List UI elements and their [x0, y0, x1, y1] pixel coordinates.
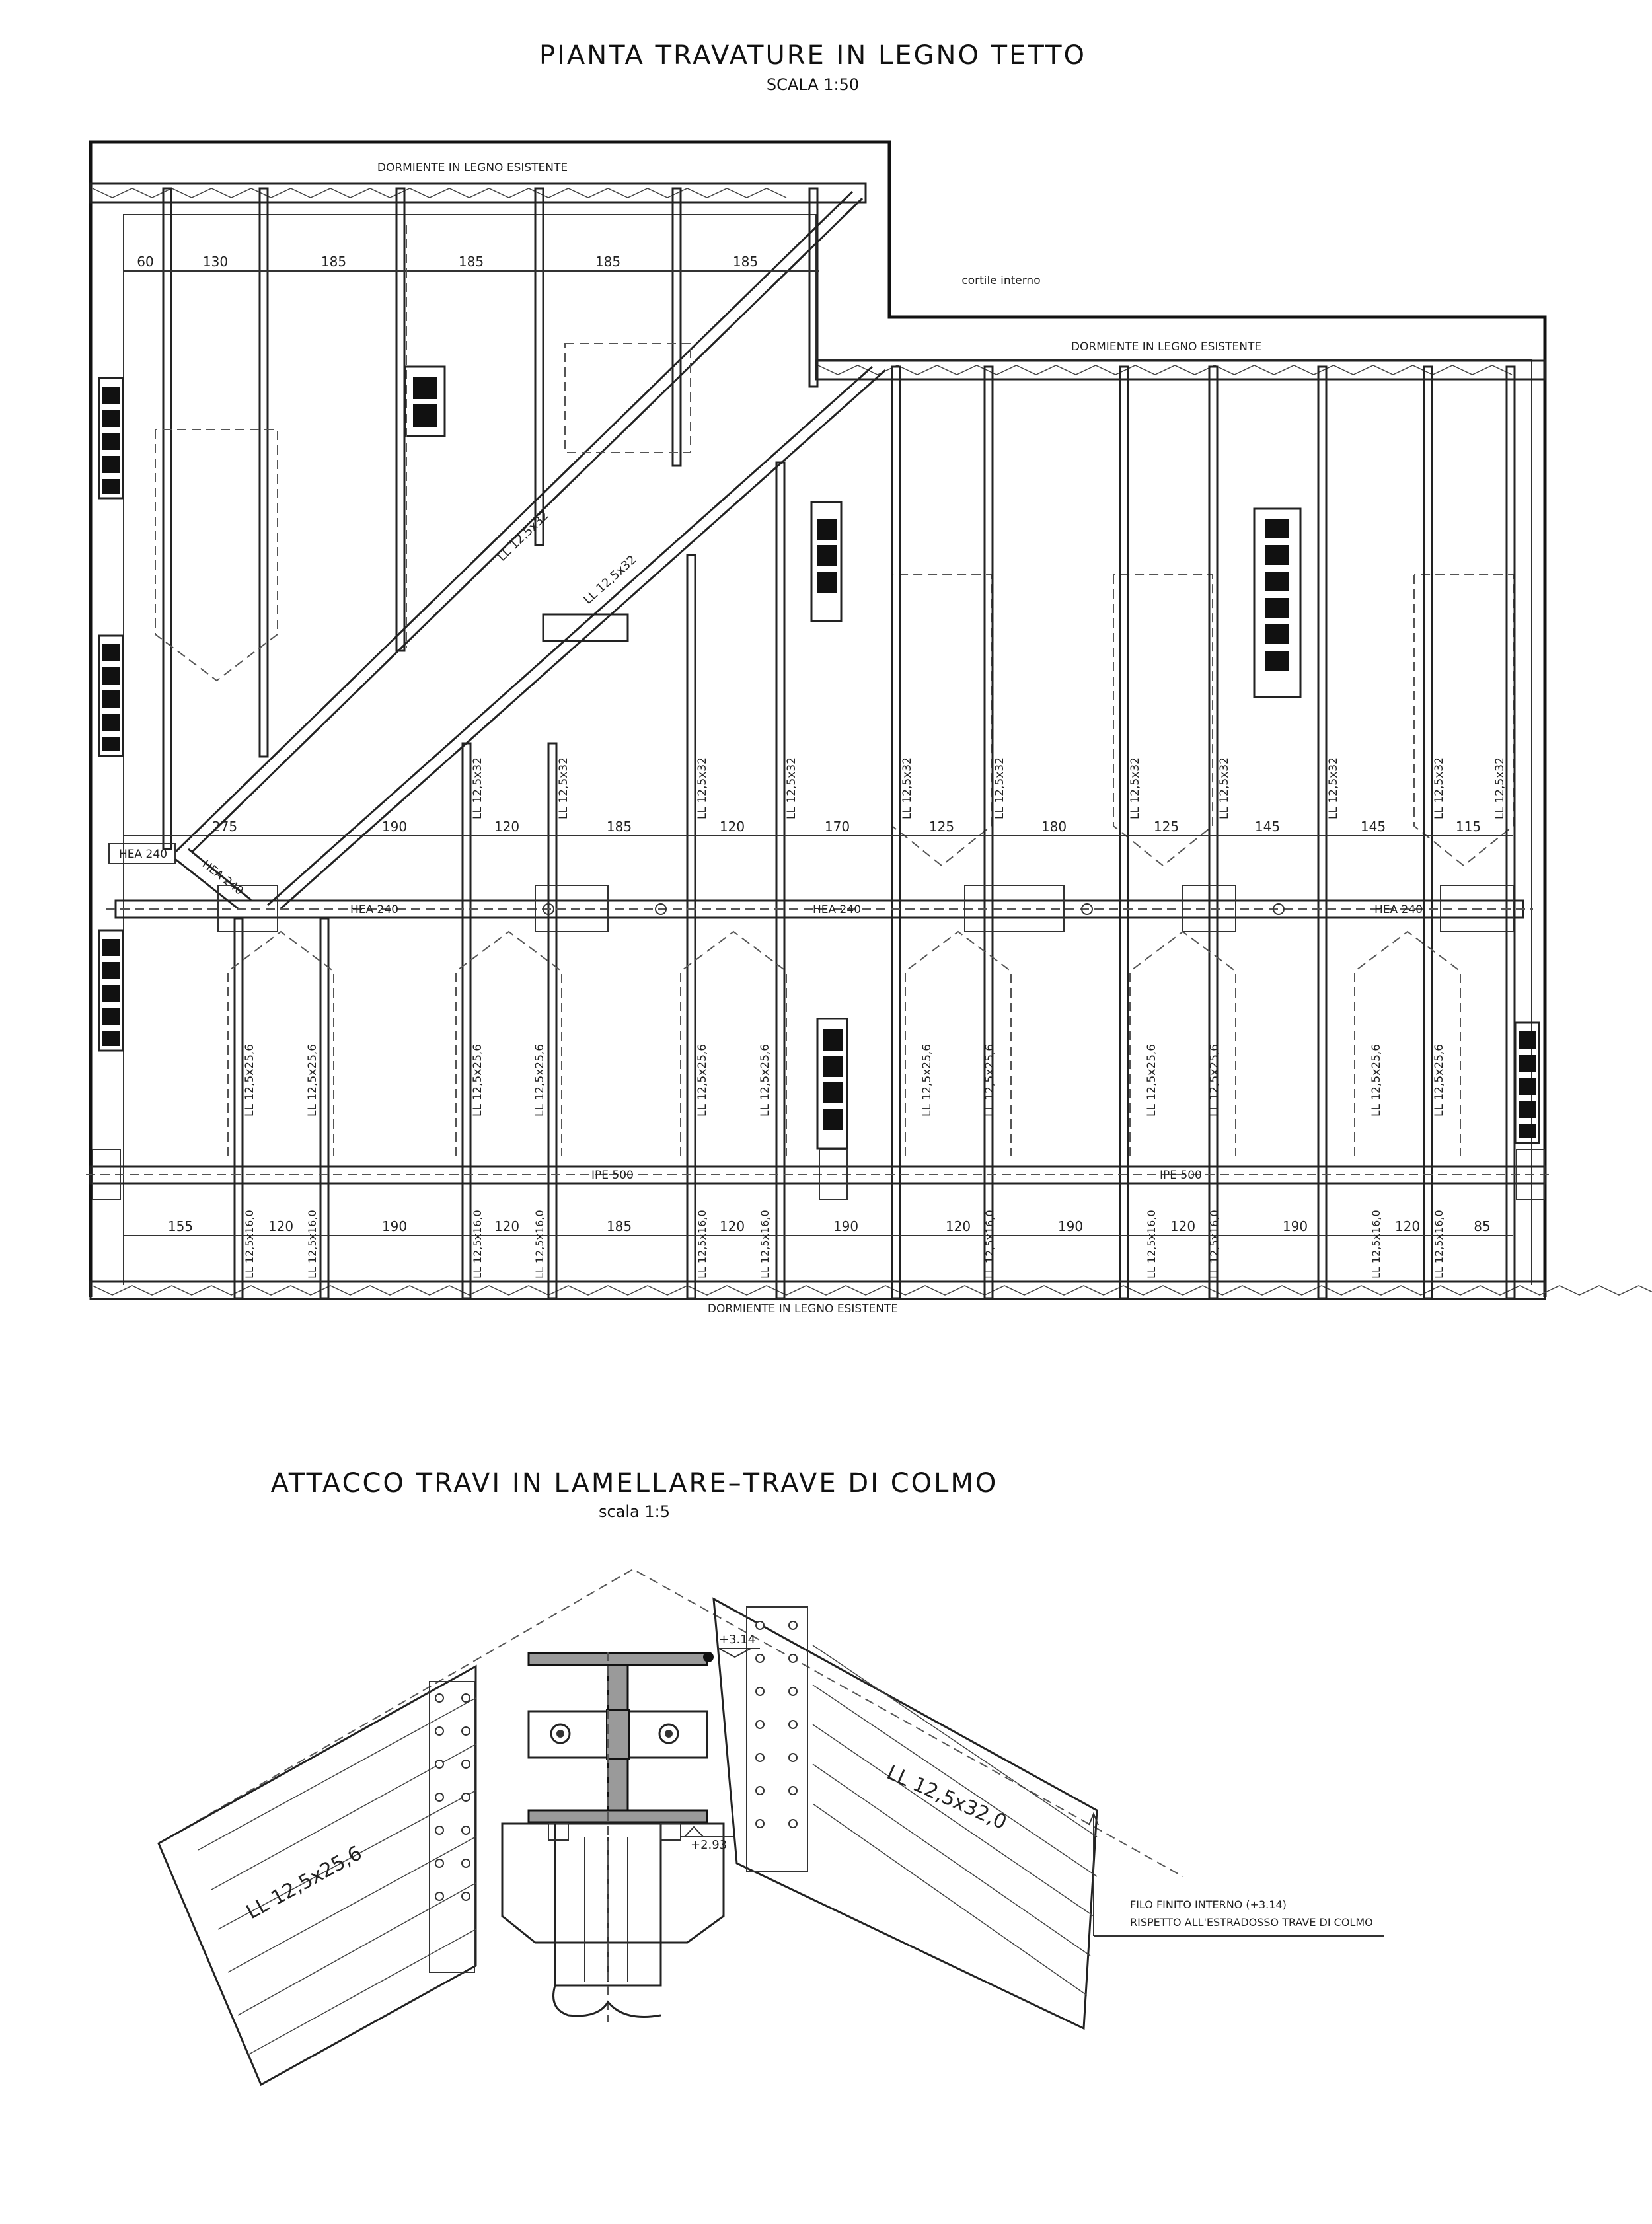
- beam-label-s5: LL 12,5x16,0: [696, 1210, 708, 1279]
- right-glulam-beam: [714, 1599, 1097, 2028]
- ipe-label-2: IPE 500: [1160, 1169, 1202, 1182]
- hea-label-2: HEA 240: [199, 858, 246, 898]
- ipe-label-1: IPE 500: [591, 1169, 634, 1182]
- note-line-2: RISPETTO ALL'ESTRADOSSO TRAVE DI COLMO: [1130, 1916, 1373, 1929]
- window-left-1: [99, 378, 123, 498]
- beam-label-u7: LL 12,5x32: [1129, 757, 1142, 819]
- skylight-c: [1254, 509, 1300, 697]
- right-beam-label: LL 12,5x32,0: [883, 1761, 1010, 1835]
- beam-label-u10: LL 12,5x32: [1433, 757, 1446, 819]
- mid-dim-3: 120: [494, 819, 520, 834]
- mid-dim-4: 185: [606, 819, 632, 834]
- bottom-dim-13: 85: [1474, 1218, 1491, 1234]
- beam-label-l2: LL 12,5x25,6: [306, 1043, 319, 1117]
- detail-scale: scala 1:5: [598, 1502, 671, 1521]
- courtyard-label: cortile interno: [961, 274, 1041, 287]
- top-dim-3: 185: [320, 254, 347, 270]
- beam-label-l6: LL 12,5x25,6: [759, 1043, 772, 1117]
- mid-dim-10: 145: [1254, 819, 1281, 834]
- top-dim-5: 185: [595, 254, 621, 270]
- hea-label-3: HEA 240: [350, 903, 399, 916]
- bottom-dim-7: 190: [833, 1218, 859, 1234]
- beam-label-u2: LL 12,5x32: [557, 757, 570, 819]
- beam-label-l5: LL 12,5x25,6: [696, 1043, 709, 1117]
- beam-label-l9: LL 12,5x25,6: [1145, 1043, 1158, 1117]
- bottom-dim-5: 185: [606, 1218, 632, 1234]
- beam-label-u11: LL 12,5x32: [1493, 757, 1507, 819]
- diagonal-beam-label-1: LL 12,5x32: [494, 508, 552, 564]
- beam-label-l4: LL 12,5x25,6: [533, 1043, 546, 1117]
- lower-hidden-outlines: [228, 932, 1460, 1156]
- bottom-dim-9: 190: [1057, 1218, 1084, 1234]
- ridge-detail: [159, 1569, 1384, 2085]
- beam-label-s9: LL 12,5x16,0: [1208, 1210, 1220, 1279]
- beam-label-u3: LL 12,5x32: [696, 757, 709, 819]
- sleeper-bottom-label: DORMIENTE IN LEGNO ESISTENTE: [707, 1302, 899, 1316]
- beam-label-s4: LL 12,5x16,0: [533, 1210, 546, 1279]
- top-dim-4: 185: [458, 254, 484, 270]
- bottom-dim-4: 120: [494, 1218, 520, 1234]
- sleeper-top-right-label: DORMIENTE IN LEGNO ESISTENTE: [1070, 340, 1262, 353]
- sleeper-bottom: [91, 1282, 1652, 1299]
- plan-title: PIANTA TRAVATURE IN LEGNO TETTO: [539, 40, 1087, 71]
- bottom-dim-1: 155: [167, 1218, 194, 1234]
- bottom-dim-8: 120: [945, 1218, 971, 1234]
- bottom-dim-6: 120: [719, 1218, 745, 1234]
- hea-label-1: HEA 240: [119, 848, 168, 861]
- mid-dim-2: 190: [381, 819, 408, 834]
- beam-label-s10: LL 12,5x16,0: [1370, 1210, 1382, 1279]
- bottom-dim-11: 190: [1282, 1218, 1308, 1234]
- roof-plan: [86, 142, 1652, 1316]
- beam-label-u1: LL 12,5x32: [471, 757, 484, 819]
- beam-label-s2: LL 12,5x16,0: [306, 1210, 319, 1279]
- bottom-dim-12: 120: [1394, 1218, 1421, 1234]
- beam-label-u8: LL 12,5x32: [1218, 757, 1231, 819]
- beam-label-s3: LL 12,5x16,0: [471, 1210, 484, 1279]
- skylight-a: [405, 367, 445, 436]
- beam-label-l7: LL 12,5x25,6: [920, 1043, 934, 1117]
- mid-dim-9: 125: [1153, 819, 1180, 834]
- beam-label-s11: LL 12,5x16,0: [1433, 1210, 1445, 1279]
- beam-label-u4: LL 12,5x32: [785, 757, 798, 819]
- beam-label-l11: LL 12,5x25,6: [1370, 1043, 1383, 1117]
- beam-label-l12: LL 12,5x25,6: [1433, 1043, 1446, 1117]
- mid-dim-11: 145: [1360, 819, 1386, 834]
- plan-scale: SCALA 1:50: [766, 75, 860, 94]
- top-dim-2: 130: [202, 254, 229, 270]
- mid-dim-5: 120: [719, 819, 745, 834]
- left-beam-label: LL 12,5x25,6: [242, 1841, 366, 1924]
- mid-dim-6: 170: [824, 819, 850, 834]
- mid-dim-12: 115: [1455, 819, 1482, 834]
- detail-title: ATTACCO TRAVI IN LAMELLARE–TRAVE DI COLMO: [270, 1468, 998, 1499]
- mid-dim-1: 275: [211, 819, 238, 834]
- window-right: [1515, 1023, 1539, 1143]
- top-dim-1: 60: [137, 254, 154, 270]
- sleeper-top-right: [816, 361, 1545, 379]
- beam-label-u9: LL 12,5x32: [1327, 757, 1340, 819]
- note-line-1: FILO FINITO INTERNO (+3.14): [1130, 1898, 1287, 1911]
- beam-label-s7: LL 12,5x16,0: [983, 1210, 996, 1279]
- beam-label-l10: LL 12,5x25,6: [1208, 1043, 1221, 1117]
- sleeper-top-left: [91, 184, 866, 202]
- window-left-3: [99, 930, 123, 1051]
- beam-label-s8: LL 12,5x16,0: [1145, 1210, 1158, 1279]
- hea-label-5: HEA 240: [1374, 903, 1423, 916]
- sleeper-top-left-label: DORMIENTE IN LEGNO ESISTENTE: [377, 161, 568, 174]
- bottom-dim-3: 190: [381, 1218, 408, 1234]
- diagonal-beam-label-2: LL 12,5x32: [581, 552, 640, 607]
- beam-label-u6: LL 12,5x32: [993, 757, 1006, 819]
- skylight-b: [811, 502, 841, 621]
- top-dim-6: 185: [732, 254, 759, 270]
- beam-label-l3: LL 12,5x25,6: [471, 1043, 484, 1117]
- diagonal-beam-lower: [268, 367, 885, 908]
- beam-label-s1: LL 12,5x16,0: [243, 1210, 256, 1279]
- mid-dim-8: 180: [1041, 819, 1067, 834]
- hea-label-4: HEA 240: [813, 903, 862, 916]
- skylight-d: [817, 1019, 847, 1148]
- beam-label-l1: LL 12,5x25,6: [243, 1043, 256, 1117]
- ridge-steel-beam: [529, 1652, 714, 1822]
- level-bottom: +2.93: [691, 1838, 728, 1852]
- mid-dim-7: 125: [928, 819, 955, 834]
- bottom-dim-10: 120: [1170, 1218, 1196, 1234]
- level-top: +3.14: [719, 1633, 756, 1647]
- beam-label-l8: LL 12,5x25,6: [983, 1043, 996, 1117]
- window-left-2: [99, 636, 123, 756]
- beam-label-s6: LL 12,5x16,0: [759, 1210, 771, 1279]
- upper-right-rafters: [235, 367, 1515, 1298]
- ipe-beam: [86, 1150, 1550, 1199]
- bottom-dim-2: 120: [268, 1218, 294, 1234]
- beam-label-u5: LL 12,5x32: [901, 757, 914, 819]
